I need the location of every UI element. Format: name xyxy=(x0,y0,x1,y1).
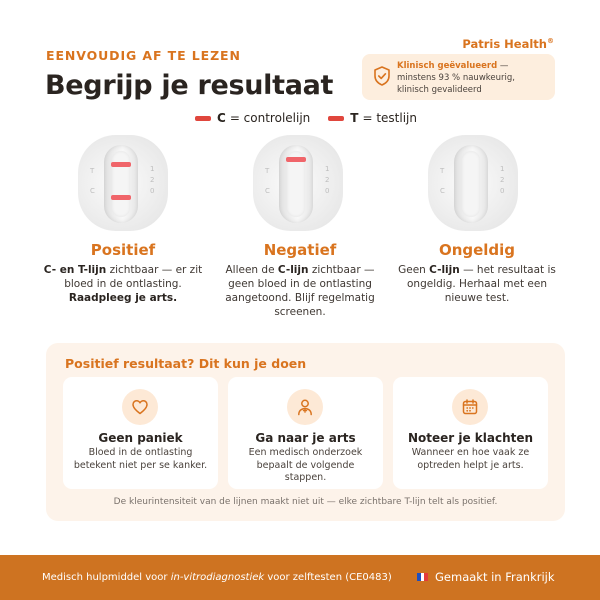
card-text: Wanneer en hoe vaak ze optreden helpt je arts. xyxy=(411,447,530,471)
result-bold: C-lijn xyxy=(277,264,309,276)
clinical-badge-text xyxy=(397,60,549,96)
result-bold: Raadpleeg je arts. xyxy=(68,292,178,304)
heart-icon xyxy=(122,389,158,425)
legend-swatch xyxy=(328,116,344,121)
advice-card-no-panic xyxy=(63,377,218,489)
legend-t-label: = testlijn xyxy=(362,111,417,125)
cassette-number-3: 0 xyxy=(325,187,330,195)
legend-c-key: C xyxy=(217,111,226,125)
result-title-negative: Negatief xyxy=(263,241,337,259)
advice-card-symptoms xyxy=(393,377,548,489)
advice-card-doctor xyxy=(228,377,383,489)
line-legend xyxy=(195,111,435,125)
result-title-invalid: Ongeldig xyxy=(438,241,516,259)
cassette-strip xyxy=(462,151,480,217)
legend-t-key: T xyxy=(350,111,359,125)
brand-name xyxy=(462,37,554,51)
footer-origin-text: Gemaakt in Frankrijk xyxy=(435,570,555,584)
footer-text: voor zelftesten (CE0483) xyxy=(264,572,392,583)
test-cassette-positive xyxy=(78,135,168,231)
cassette-number-2: 2 xyxy=(325,176,330,184)
legend-c-label: = controlelijn xyxy=(229,111,311,125)
result-text: Alleen de xyxy=(225,264,278,276)
cassette-number-2: 2 xyxy=(500,176,505,184)
footer xyxy=(0,555,600,600)
shield-check-icon xyxy=(373,66,391,86)
footer-disclaimer xyxy=(42,572,392,583)
cassette-number-1: 1 xyxy=(150,165,155,173)
cassette-label-t: T xyxy=(440,167,445,175)
result-text-positive xyxy=(43,263,203,305)
cassette-number-2: 2 xyxy=(150,176,155,184)
cassette-label-c: C xyxy=(265,187,270,195)
result-text: zichtbaar — geen bloed in de ontlasting aangetoond. Blijf regelmatig screenen. xyxy=(225,264,375,318)
result-text: — het resultaat is ongeldig. Herhaal met een nieuwe test. xyxy=(406,264,556,304)
test-line xyxy=(111,195,131,200)
result-bold: C-lijn xyxy=(429,264,460,276)
cassette-number-3: 0 xyxy=(150,187,155,195)
footer-italic: in-vitrodiagnostiek xyxy=(170,572,265,583)
footer-text: Medisch hulpmiddel voor xyxy=(42,572,171,583)
card-title: Noteer je klachten xyxy=(407,431,534,445)
registered-mark: ® xyxy=(547,37,554,46)
cassette-label-c: C xyxy=(440,187,445,195)
cassette-strip xyxy=(112,151,130,217)
card-title: Ga naar je arts xyxy=(255,431,356,445)
clinical-badge-rest: — minstens 93 % nauwkeurig, klinisch gevalideerd xyxy=(397,61,515,95)
result-text-negative xyxy=(220,263,380,319)
cassette-number-1: 1 xyxy=(325,165,330,173)
control-line xyxy=(111,162,131,167)
eyebrow: EENVOUDIG AF TE LEZEN xyxy=(46,48,241,63)
result-title-positive: Positief xyxy=(90,241,156,259)
card-text: Bloed in de ontlasting betekent niet per se kanker. xyxy=(73,447,208,471)
cassette-number-1: 1 xyxy=(500,165,505,173)
page-title: Begrijp je resultaat xyxy=(45,70,334,101)
cassette-label-t: T xyxy=(90,167,95,175)
clinical-badge xyxy=(362,54,555,100)
card-text: Een medisch onderzoek bepaalt de volgende stappen. xyxy=(248,447,363,483)
calendar-icon xyxy=(452,389,488,425)
legend-test-line xyxy=(328,111,417,125)
france-flag-icon xyxy=(417,573,428,581)
panel-note: De kleurintensiteit van de lijnen maakt niet uit — elke zichtbare T-lijn telt als positief. xyxy=(113,497,498,507)
cassette-label-t: T xyxy=(265,167,270,175)
cassette-label-c: C xyxy=(90,187,95,195)
result-text: zichtbaar — er zit bloed in de ontlasting. xyxy=(64,264,203,290)
result-text: Geen xyxy=(398,264,430,276)
test-cassette-invalid xyxy=(428,135,518,231)
legend-control-line xyxy=(195,111,310,125)
doctor-icon xyxy=(287,389,323,425)
clinical-badge-bold: Klinisch geëvalueerd xyxy=(397,61,498,71)
footer-origin xyxy=(417,570,555,584)
card-title: Geen paniek xyxy=(98,431,183,445)
test-cassette-negative xyxy=(253,135,343,231)
control-line xyxy=(286,157,306,162)
panel-title: Positief resultaat? Dit kun je doen xyxy=(65,356,307,371)
brand-name-text: Patris Health xyxy=(462,37,547,51)
result-text-invalid xyxy=(397,263,557,305)
result-bold: C- en T-lijn xyxy=(43,264,107,276)
cassette-number-3: 0 xyxy=(500,187,505,195)
legend-swatch xyxy=(195,116,211,121)
